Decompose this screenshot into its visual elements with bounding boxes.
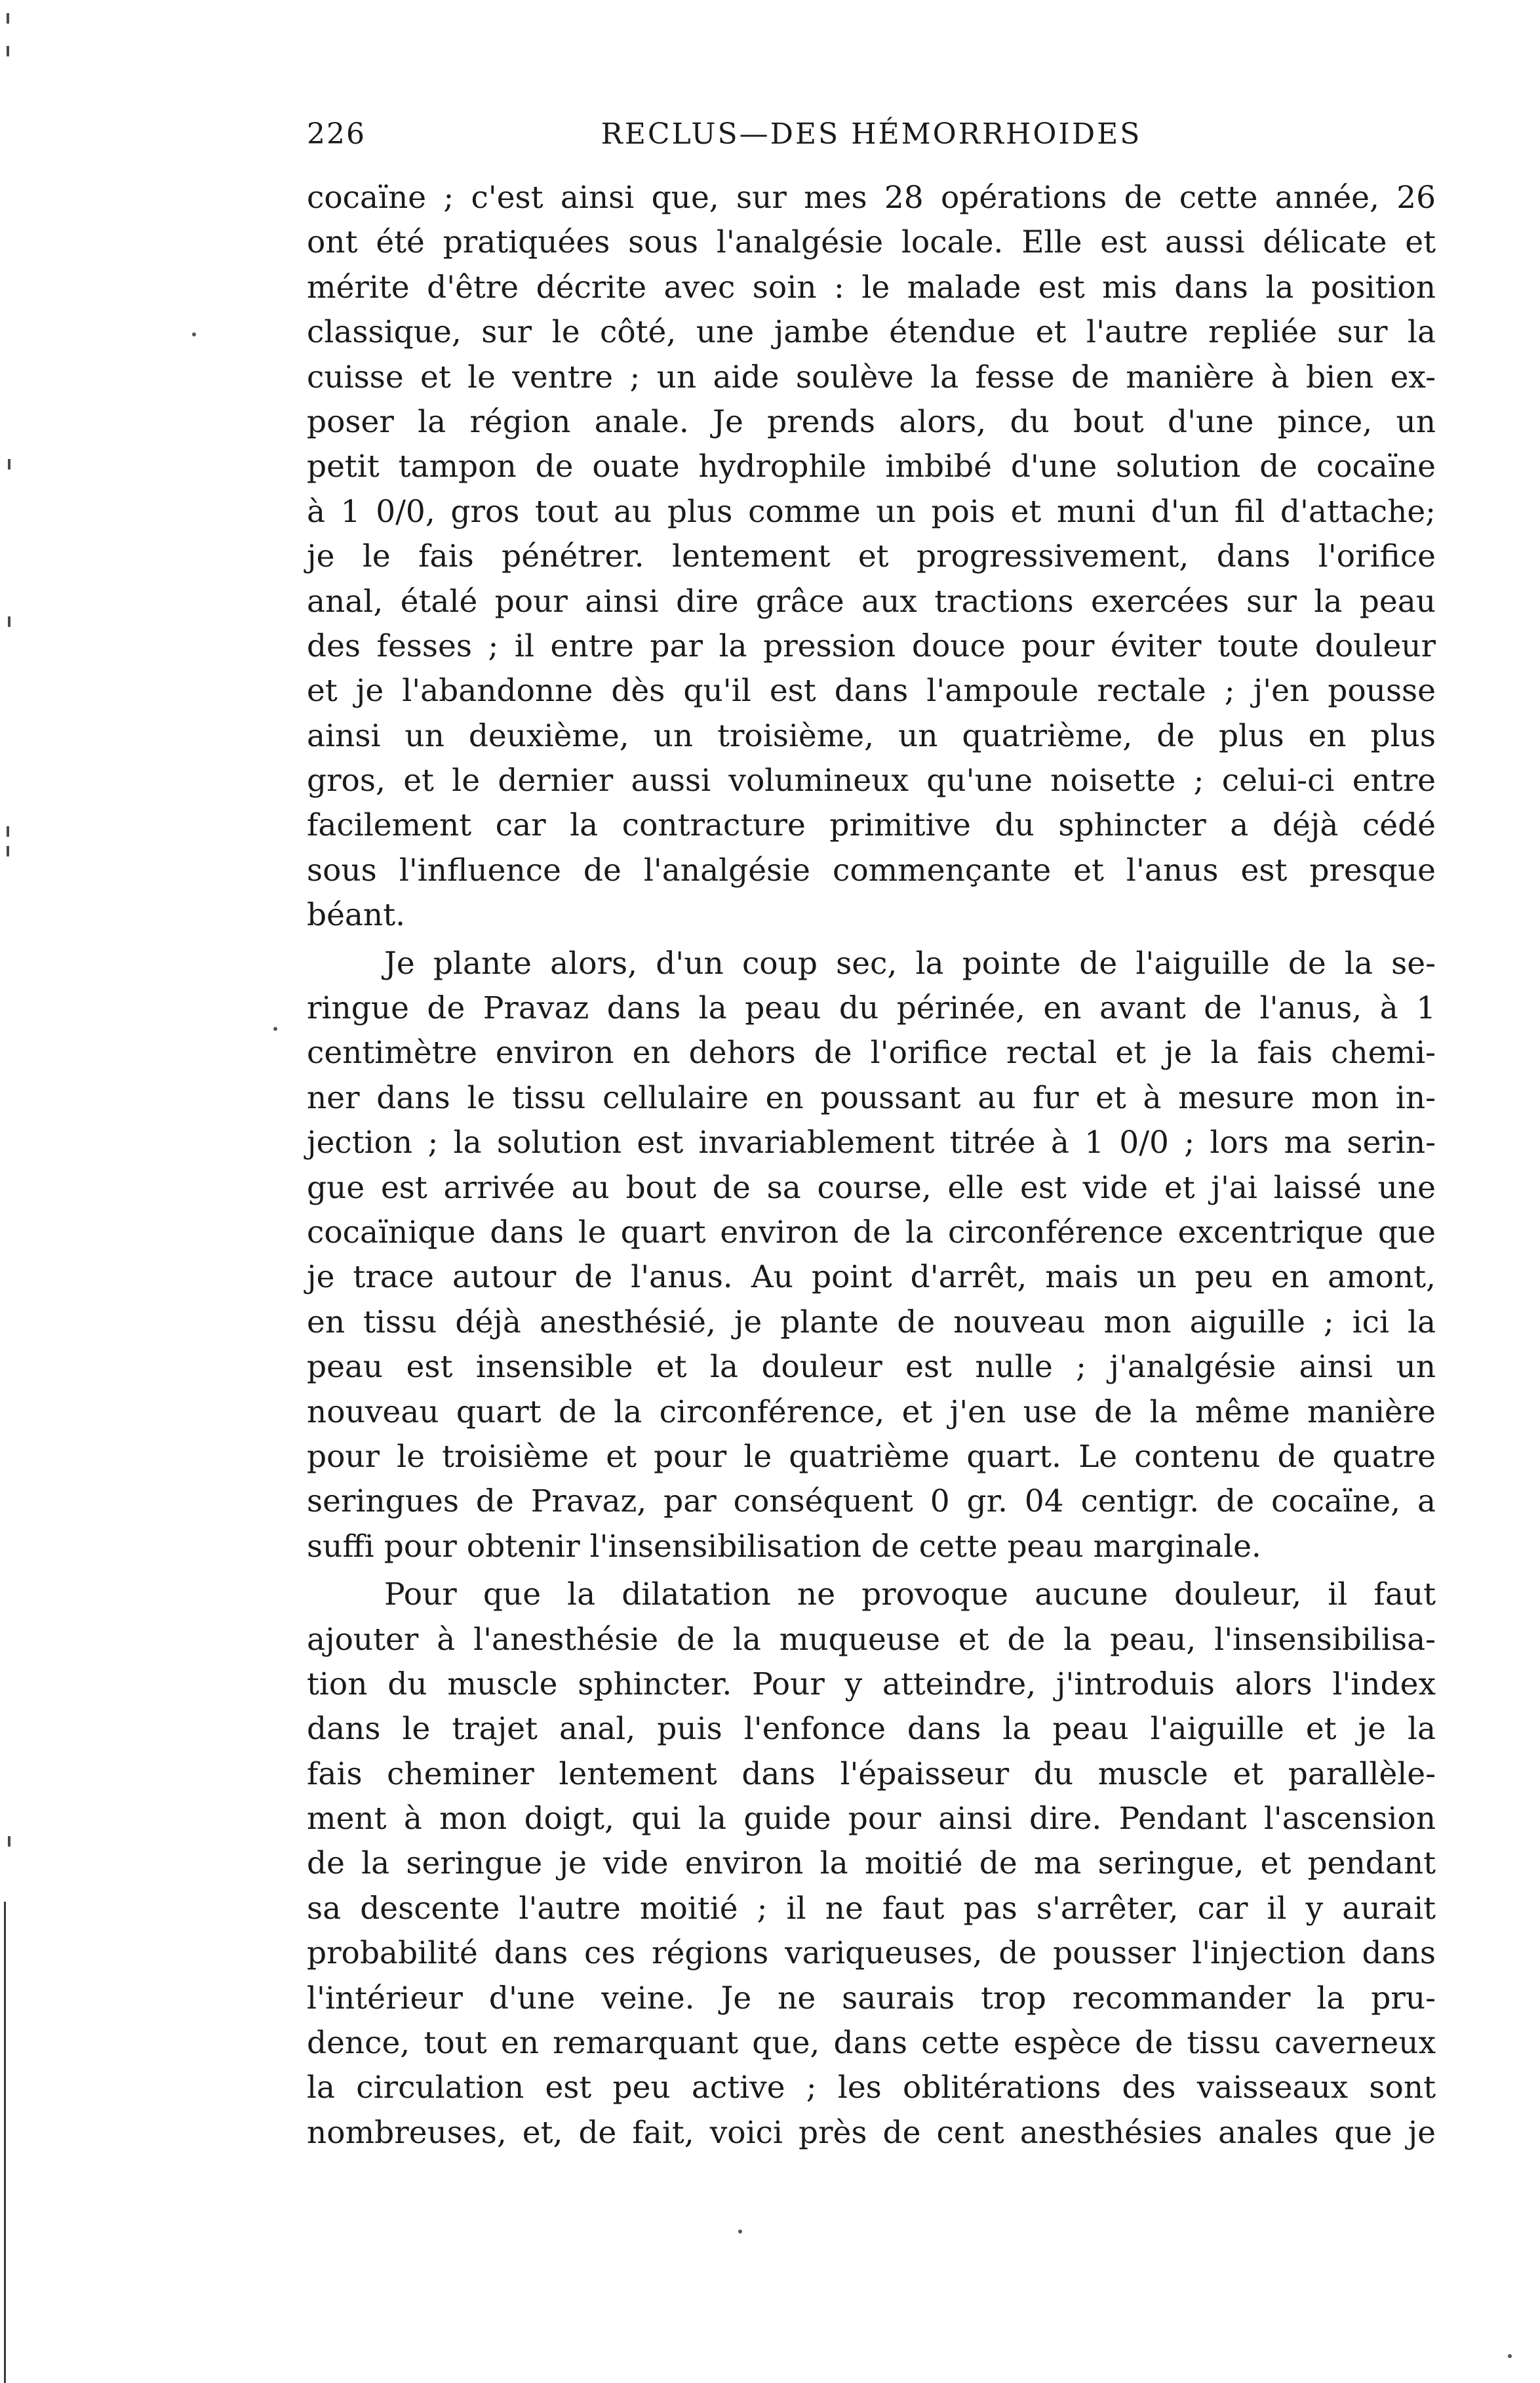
ink-speck	[1508, 2354, 1512, 2358]
text-line: cuisse et le ventre ; un aide soulève la fesse de manière à bien ex-	[307, 359, 1436, 395]
paragraph	[307, 176, 1436, 938]
text-line: cocaïne ; c'est ainsi que, sur mes 28 opérations de cette année, 26	[307, 180, 1436, 216]
text-line: fais cheminer lentement dans l'épaisseur du muscle et parallèle-	[307, 1755, 1436, 1792]
ink-speck	[192, 332, 196, 336]
text-line: ment à mon doigt, qui la guide pour ainsi dire. Pendant l'ascension	[307, 1801, 1436, 1837]
binding-mark	[8, 616, 10, 627]
text-line: cocaïnique dans le quart environ de la circonférence excentrique que	[307, 1214, 1436, 1251]
binding-mark	[7, 13, 9, 24]
body-text	[307, 176, 1436, 2159]
text-line: poser la région anale. Je prends alors, du bout d'une pince, un	[307, 403, 1436, 440]
text-line: probabilité dans ces régions variqueuses, de pousser l'injection dans	[307, 1935, 1436, 1972]
ink-speck	[273, 1027, 277, 1031]
text-line: à 1 0/0, gros tout au plus comme un pois et muni d'un fil d'attache;	[307, 493, 1436, 530]
text-line: jection ; la solution est invariablement titrée à 1 0/0 ; lors ma serin-	[307, 1125, 1436, 1161]
text-line: gros, et le dernier aussi volumineux qu'une noisette ; celui-ci entre	[307, 763, 1436, 799]
text-line: dence, tout en remarquant que, dans cette espèce de tissu caverneux	[307, 2025, 1436, 2062]
text-line: seringues de Pravaz, par conséquent 0 gr. 04 centigr. de cocaïne, a	[307, 1483, 1436, 1520]
text-line: je le fais pénétrer. lentement et progressivement, dans l'orifice	[307, 538, 1436, 575]
text-line: tion du muscle sphincter. Pour y atteindre, j'introduis alors l'index	[307, 1666, 1436, 1702]
text-line: dans le trajet anal, puis l'enfonce dans la peau l'aiguille et je la	[307, 1711, 1436, 1748]
text-line: sous l'influence de l'analgésie commençante et l'anus est presque	[307, 852, 1436, 889]
binding-mark	[8, 459, 10, 470]
text-line: facilement car la contracture primitive du sphincter a déjà cédé	[307, 807, 1436, 844]
text-line: ont été pratiquées sous l'analgésie locale. Elle est aussi délicate et	[307, 224, 1436, 261]
text-line: classique, sur le côté, une jambe étendue et l'autre repliée sur la	[307, 314, 1436, 351]
running-head	[307, 111, 1436, 157]
text-line: petit tampon de ouate hydrophile imbibé d'une solution de cocaïne	[307, 449, 1436, 485]
text-line: centimètre environ en dehors de l'orifice rectal et je la fais chemi-	[307, 1035, 1436, 1071]
binding-mark	[7, 826, 9, 837]
binding-mark	[7, 46, 9, 56]
text-line: je trace autour de l'anus. Au point d'arrêt, mais un peu en amont,	[307, 1259, 1436, 1296]
ink-speck	[738, 2230, 742, 2233]
text-line: des fesses ; il entre par la pression douce pour éviter toute douleur	[307, 628, 1436, 664]
running-title: RECLUS—DES HÉMORRHOIDES	[601, 117, 1142, 151]
text-line: mérite d'être décrite avec soin : le malade est mis dans la position	[307, 269, 1436, 306]
text-line: l'intérieur d'une veine. Je ne saurais trop recommander la pru-	[307, 1980, 1436, 2016]
text-line: suffi pour obtenir l'insensibilisation de cette peau marginale.	[307, 1528, 1261, 1565]
text-line: en tissu déjà anesthésié, je plante de nouveau mon aiguille ; ici la	[307, 1304, 1436, 1340]
paragraph	[307, 1572, 1436, 2155]
text-line: ainsi un deuxième, un troisième, un quatrième, de plus en plus	[307, 717, 1436, 754]
text-line: nombreuses, et, de fait, voici près de cent anesthésies anales que je	[307, 2114, 1436, 2151]
text-line: anal, étalé pour ainsi dire grâce aux tractions exercées sur la peau	[307, 583, 1436, 620]
text-line: de la seringue je vide environ la moitié de ma seringue, et pendant	[307, 1845, 1436, 1882]
paragraph	[307, 942, 1436, 1569]
text-line: sa descente l'autre moitié ; il ne faut pas s'arrêter, car il y aurait	[307, 1890, 1436, 1927]
binding-mark	[8, 1836, 10, 1847]
text-line: gue est arrivée au bout de sa course, elle est vide et j'ai laissé une	[307, 1169, 1436, 1206]
text-line: Pour que la dilatation ne provoque aucune douleur, il faut	[384, 1576, 1436, 1613]
text-line: et je l'abandonne dès qu'il est dans l'ampoule rectale ; j'en pousse	[307, 673, 1436, 710]
text-line: peau est insensible et la douleur est nulle ; j'analgésie ainsi un	[307, 1349, 1436, 1386]
binding-mark	[7, 846, 9, 856]
text-line: pour le troisième et pour le quatrième quart. Le contenu de quatre	[307, 1438, 1436, 1475]
text-line: ringue de Pravaz dans la peau du périnée, en avant de l'anus, à 1	[307, 990, 1436, 1027]
text-line: ajouter à l'anesthésie de la muqueuse et de la peau, l'insensibilisa-	[307, 1621, 1436, 1658]
text-line: nouveau quart de la circonférence, et j'en use de la même manière	[307, 1393, 1436, 1430]
text-line: ner dans le tissu cellulaire en poussant au fur et à mesure mon in-	[307, 1079, 1436, 1116]
text-line: la circulation est peu active ; les oblitérations des vaisseaux sont	[307, 2070, 1436, 2106]
binding-edge-shadow	[4, 1902, 6, 2383]
text-line: béant.	[307, 897, 406, 934]
text-line: Je plante alors, d'un coup sec, la pointe de l'aiguille de la se-	[384, 945, 1436, 982]
page-number: 226	[307, 117, 366, 151]
